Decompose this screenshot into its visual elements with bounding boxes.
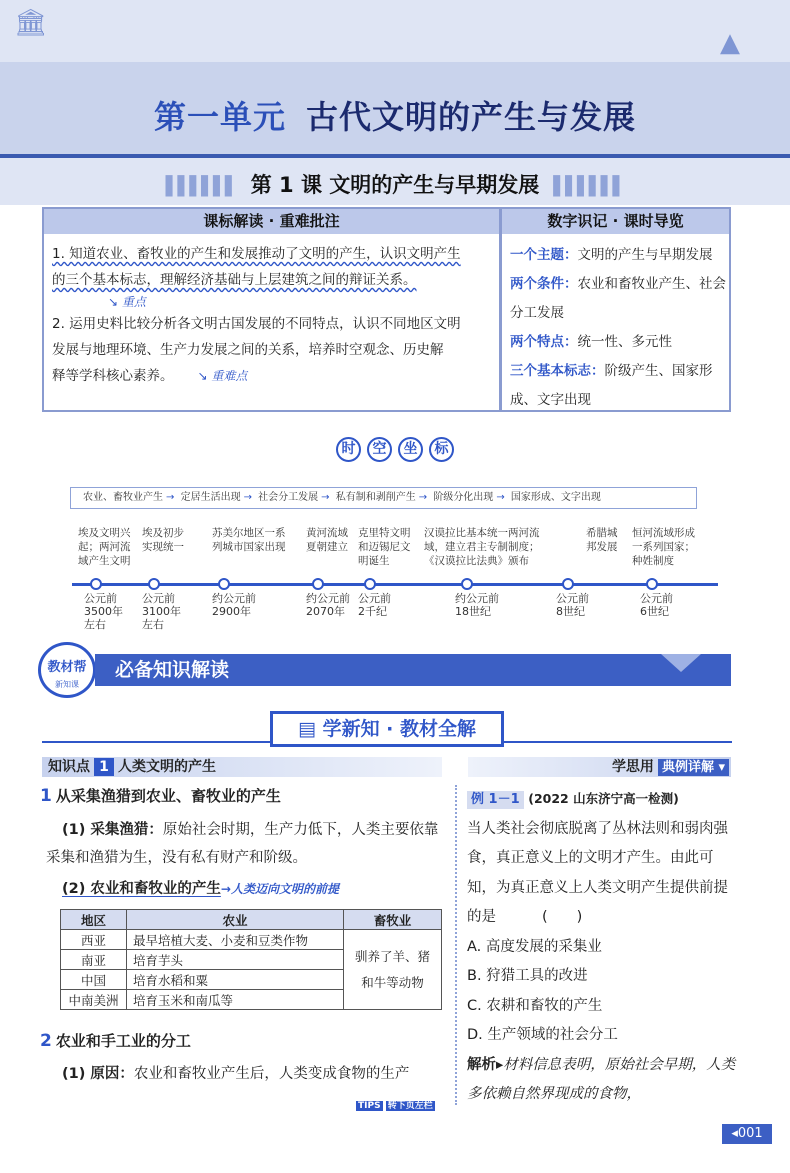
timeline-dot — [364, 578, 376, 590]
timeline-dot — [312, 578, 324, 590]
standard-line: 的三个基本标志，理解经济基础与上层建筑之间的辩证关系。 — [52, 272, 417, 288]
paragraph-division: (1) 原因：农业和畜牧业产生后，人类变成食物的生产 — [62, 1066, 410, 1082]
subheading-2: 2 农业和手工业的分工 — [40, 1031, 191, 1051]
timeline-event: 克里特文明 和迈锡尼文 明诞生 — [358, 527, 411, 567]
note-key-point: ↘ 重点 — [108, 295, 146, 309]
option-d: D. 生产领域的社会分工 — [467, 1027, 618, 1043]
timeline-date: 公元前 3500年 左右 — [84, 592, 123, 631]
example-header: 学思用 典例详解 ▾ — [468, 757, 731, 777]
timeline-date: 公元前 3100年 左右 — [142, 592, 181, 631]
table-row: 西亚 最早培植大麦、小麦和豆类作物 驯养了羊、猪和牛等动物 — [61, 930, 442, 950]
deco-bars-left: ▌▌▌▌▌▌ — [165, 176, 237, 197]
panel-left-header: 课标解读 · 重难批注 — [44, 209, 499, 234]
timeline-dot — [646, 578, 658, 590]
standard-item — [52, 241, 497, 311]
development-flow: 农业、畜牧业产生 → 定居生活出现 → 社会分工发展 → 私有制和剥削产生 → 阶级分化出现 → 国家形成、文字出现 — [70, 487, 697, 509]
timeline-date: 公元前 8世纪 — [556, 592, 589, 618]
option-a: A. 高度发展的采集业 — [467, 938, 602, 955]
timeline-dot — [461, 578, 473, 590]
digest-item: 两个特点：统一性、多元性 — [510, 334, 672, 350]
agriculture-table — [60, 909, 442, 1010]
colosseum-icon: 🏛 — [14, 8, 48, 38]
question-text: 当人类社会彻底脱离了丛林法则和弱肉强食，真正意义上的文明才产生。由此可知，为真正意义上人类文明产生提供前提的是 ( ) — [467, 820, 728, 925]
subtitle-box: ▤ 学新知 · 教材全解 — [270, 711, 504, 747]
example-tag: 典例详解 ▾ — [658, 759, 729, 776]
timeline-event: 苏美尔地区一系 列城市国家出现 — [212, 527, 286, 553]
lesson-title — [0, 169, 790, 199]
timeline-dot — [90, 578, 102, 590]
digest-item: 两个条件：农业和畜牧业产生、社会分工发展 — [510, 276, 726, 321]
digest-item: 一个主题：文明的产生与早期发展 — [510, 247, 713, 263]
paragraph-gathering: (1) 采集渔猎：原始社会时期，生产力低下，人类主要依靠采集和渔猎为生，没有私有财产和阶级。 — [46, 822, 439, 866]
digest-list — [510, 241, 728, 415]
table-row: 南亚 培育芋头 — [61, 950, 442, 970]
knowledge-point-header: 知识点 1 人类文明的产生 — [42, 757, 442, 777]
lesson-name: 第 1 课 文明的产生与早期发展 — [250, 173, 540, 197]
subheading-1: 1 从采集渔猎到农业、畜牧业的产生 — [40, 786, 281, 806]
section-bar: 必备知识解读 — [95, 654, 731, 686]
standard-line: 1. 知道农业、畜牧业的产生和发展推动了文明的产生，认识文明产生 — [52, 246, 461, 262]
column-divider — [455, 785, 457, 1105]
unit-name: 古代文明的产生与发展 — [306, 98, 637, 136]
timeline-axis — [72, 583, 718, 586]
animal-cell: 驯养了羊、猪和牛等动物 — [344, 930, 442, 1010]
panel-right-header: 数字识记 · 课时导览 — [502, 209, 729, 234]
timeline-event: 埃及初步 实现统一 — [142, 527, 184, 553]
deco-bars-right: ▌▌▌▌▌▌ — [553, 176, 625, 197]
option-c: C. 农耕和畜牧的产生 — [467, 997, 603, 1014]
standards-list — [52, 241, 497, 389]
standards-panel — [42, 207, 731, 412]
analysis: 解析▸材料信息表明，原始社会早期，人类多依赖自然界现成的食物， — [467, 1056, 736, 1102]
timeline-dot — [218, 578, 230, 590]
timeline-event: 黄河流域 夏朝建立 — [306, 527, 348, 553]
timeline-dot — [562, 578, 574, 590]
page-arrow-icon: ◂ — [731, 1126, 738, 1141]
digest-item: 三个基本标志：阶级产生、国家形成、文字出现 — [510, 363, 713, 408]
standard-line: 发展与地理环境、生产力发展之间的关系，培养时空观念、历史解 — [52, 342, 444, 358]
panel-divider — [499, 209, 502, 410]
standard-line-last: 释等学科核心素养。 ↘ 重难点 — [52, 368, 248, 384]
unit-title — [0, 92, 790, 138]
page-number: ◂001 — [722, 1124, 772, 1144]
notebook-icon: ▤ — [297, 718, 323, 740]
header-stripe — [0, 154, 790, 158]
timeline-event: 汉谟拉比基本统一两河流 域，建立君主专制制度； 《汉谟拉比法典》颁布 — [424, 527, 540, 567]
timeline-date: 约公元前 2900年 — [212, 592, 256, 618]
timeline-date: 公元前 2千纪 — [358, 592, 391, 618]
timeline-event: 希腊城 邦发展 — [586, 527, 618, 553]
unit-number: 第一单元 — [153, 98, 286, 136]
textbook-badge: 教材帮 新知课 — [38, 642, 96, 698]
example-question — [467, 784, 737, 1110]
standard-line: 2. 运用史料比较分析各文明古国发展的不同特点，认识不同地区文明 — [52, 316, 461, 332]
timeline-dot — [148, 578, 160, 590]
option-b: B. 狩猎工具的改进 — [467, 968, 588, 984]
tips-note: TIPS 转下页左栏 — [358, 1101, 433, 1111]
table-header: 地区 农业 畜牧业 — [61, 910, 442, 930]
example-title: 例 1－1 (2022 山东济宁高一检测) — [467, 784, 737, 815]
triangle-icon: ▸ — [496, 1056, 504, 1073]
timeline-event: 埃及文明兴 起；两河流 域产生文明 — [78, 527, 131, 567]
standard-item — [52, 311, 497, 389]
table-row: 中国 培育水稻和粟 — [61, 970, 442, 990]
table-row: 中南美洲 培育玉米和南瓜等 — [61, 990, 442, 1010]
paragraph-agriculture: (2) 农业和畜牧业的产生→人类迈向文明的前提 — [62, 881, 339, 897]
timeline-date: 约公元前 18世纪 — [455, 592, 499, 618]
spacetime-title: 时 空 坐 标 — [0, 437, 790, 462]
timeline-event: 恒河流域形成 一系列国家； 种姓制度 — [632, 527, 695, 567]
bar-triangle — [661, 654, 701, 672]
timeline-date: 约公元前 2070年 — [306, 592, 350, 618]
note-difficult-point: ↘ 重难点 — [197, 369, 248, 383]
timeline-date: 公元前 6世纪 — [640, 592, 673, 618]
pyramid-icon: ▲ — [720, 28, 740, 58]
